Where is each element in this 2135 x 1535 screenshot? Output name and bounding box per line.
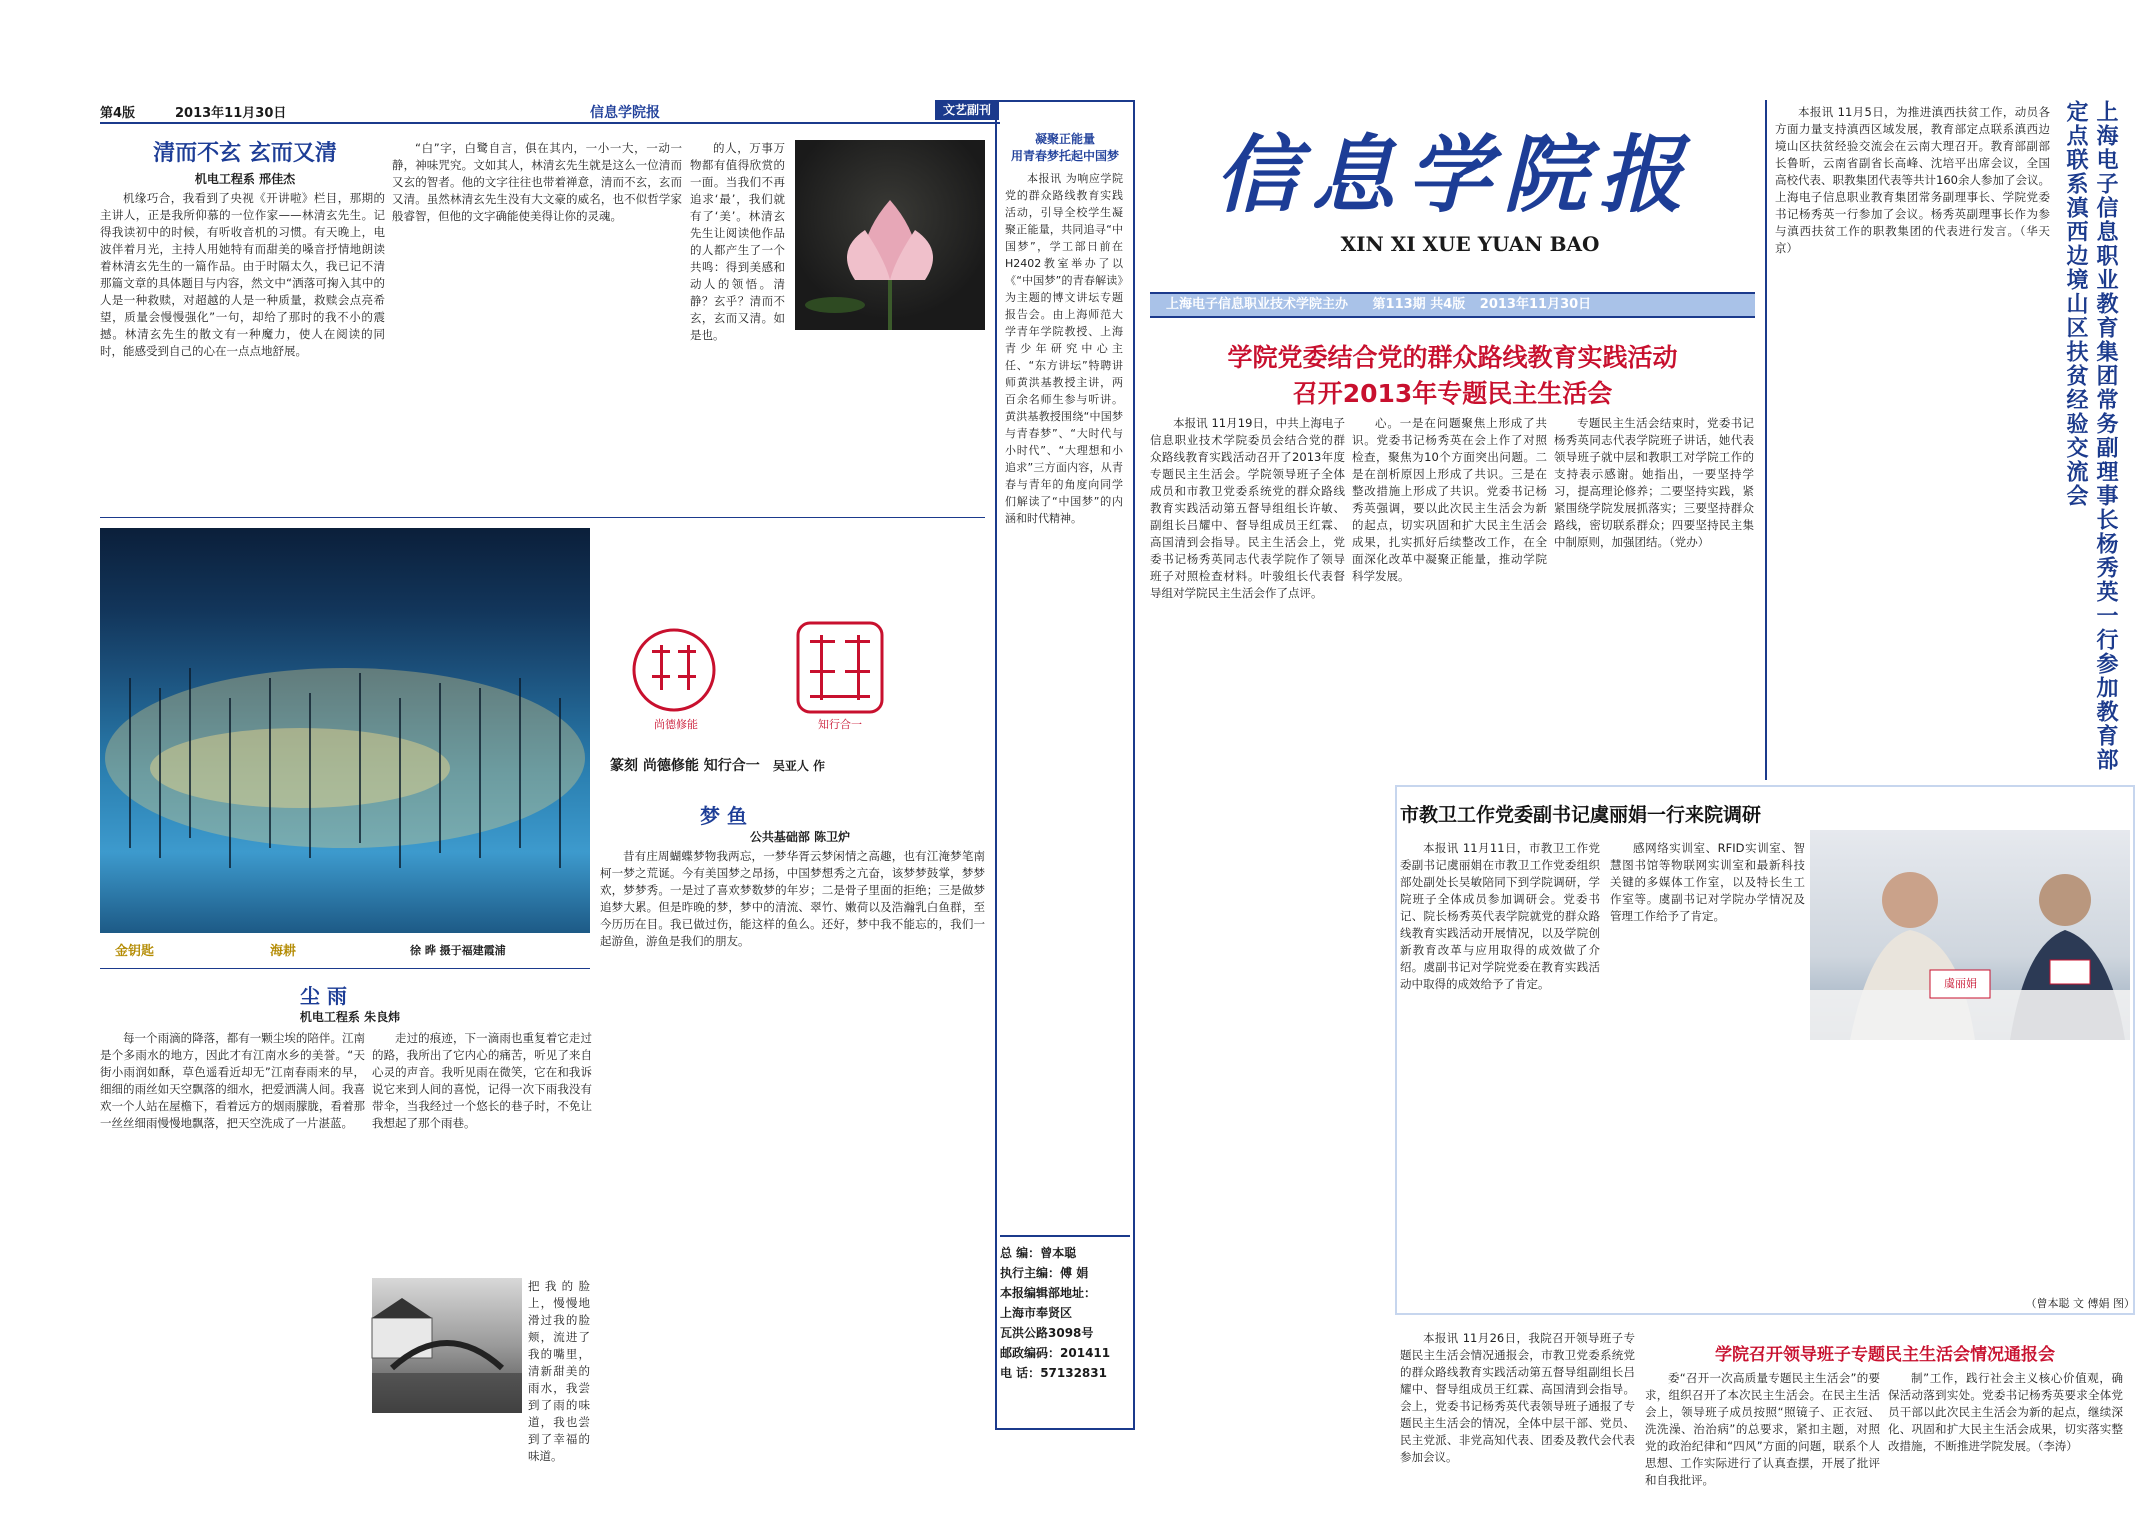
lotus-photo bbox=[795, 140, 985, 330]
tel-label: 电 话： bbox=[1000, 1366, 1041, 1380]
masthead-title: 信息学院报 bbox=[1214, 125, 1695, 224]
article-byline: 机电工程系 邢佳杰 bbox=[194, 172, 296, 186]
dream-fish-byline: 公共基础部 陈卫炉 bbox=[749, 830, 851, 844]
zip-value: 201411 bbox=[1060, 1346, 1111, 1360]
lotus-illustration bbox=[795, 140, 985, 330]
seal-author: 吴亚人 作 bbox=[772, 759, 826, 773]
dust-rain-title: 尘 雨 bbox=[300, 984, 347, 1008]
lead-headline-line1: 学院党委结合党的群众路线教育实践活动 bbox=[1227, 343, 1678, 372]
exec-editor-line bbox=[1000, 1263, 1130, 1283]
photo-caption-golden-key: 金钥匙 bbox=[115, 944, 155, 959]
masthead-pinyin: XIN XI XUE YUAN BAO bbox=[1340, 232, 1600, 256]
review-column-3: 制”工作，践行社会主义核心价值观，确保活动落到实处。党委书记杨秀英要求全体党员干部以此次民主生活会为新的起点，继续深化、巩固和扩大民主生活会成果，切实落实整改措施，不断推进学院发展。（李涛） bbox=[1888, 1371, 2123, 1453]
center-column-text: 本报讯 为响应学院党的群众路线教育实践活动，引导全校学生凝聚正能量，共同追寻“中国梦”，学工部日前在H2402教室举办了以《“中国梦”的青春解读》为主题的博文讲坛专题报告会。由上海师范大学青年学院教授、上海青少年研究中心主任、“东方讲坛”特聘讲师黄洪基教授主讲，两百余名师生参与听讲。黄洪基教授围绕“中国梦与青春梦”、“大时代与小时代”、“大理想和小追求”三方面内容，从青春与青年的角度向同学们解读了“中国梦”的内涵和时代精神。 bbox=[1005, 172, 1123, 525]
visit-story-text: 本报讯 11月11日，市教卫工作党委副书记虞丽娟在市教卫工作党委组织部处副处长吴敏陪同下到学院调研，学院班子全体成员参加调研会。党委书记、院长杨秀英代表学院就党的群众路线教育实践活动开展情况，以及学院创新教育改革与应用取得的成效做了介绍。虞副书记对学院党委在教育实践活动中取得的成效给予了肯定。 bbox=[1400, 841, 1600, 991]
address-label: 本报编辑部地址： bbox=[1000, 1286, 1097, 1300]
header-paper-name: 信息学院报 bbox=[590, 105, 660, 121]
bridge-photo bbox=[372, 1278, 522, 1413]
seal-caption-text: 篆刻 尚德修能 知行合一 bbox=[610, 758, 760, 774]
dust-rain-column-1: 每一个雨滴的降落，都有一颗尘埃的陪伴。江南是个多雨水的地方，因此才有江南水乡的美誉。“天街小雨润如酥，草色遥看近却无”江南春雨来的早，细细的雨丝如天空飘落的细水，把爱洒满人间。我喜欢一个人站在屋檐下，看着远方的烟雨朦胧，看着那一丝丝细雨慢慢地飘落，把天空洗成了一片湛蓝。 bbox=[100, 1031, 365, 1130]
exec-editor-label: 执行主编： bbox=[1000, 1266, 1061, 1280]
photo-credit: 徐 晔 摄于福建霞浦 bbox=[410, 944, 506, 957]
visit-story-title: 市教卫工作党委副书记虞丽娟一行来院调研 bbox=[1400, 804, 1762, 826]
review-column-2: 委“召开一次高质量专题民主生活会”的要求，组织召开了本次民主生活会。在民主生活会上，领导班子成员按照“照镜子、正衣冠、洗洗澡、治治病”的总要求，紧扣主题，对照党的政治纪律和“四风”方面的问题，联系个人思想、工作实际进行了认真查摆，开展了批评和自我批评。 bbox=[1645, 1371, 1880, 1487]
article-column-1: 机缘巧合，我看到了央视《开讲啦》栏目，那期的主讲人，正是我所仰慕的一位作家——林清玄先生。记得我读初中的时候，有听收音机的习惯。有天晚上，电波伴着月光，主持人用她特有而甜美的嗓音抒情地朗读着林清玄先生的一篇作品。由于时隔太久，我已记不清那篇文章的具体题目与内容，然文中“洒落可掬入其中的人是一种救赎，对超越的人是一种质量，救赎会点亮希望，质量会慢慢强化”一句，却给了那时的我不小的震撼。林清玄先生的散文有一种魔力，使人在阅读的同时，能感受到自己的心在一点点地舒展。 bbox=[100, 191, 385, 358]
center-column-heading: 凝聚正能量 用青春梦托起中国梦 bbox=[1010, 132, 1119, 163]
article-column-3: 的人，万事万物都有值得欣赏的一面。当我们不再追求‘最’，我们就有了‘美’。林清玄先生让阅读他作品的人都产生了一个共鸣：得到美感和动人的领悟。清静？玄乎？清而不玄，玄而又清。如是也。 bbox=[690, 141, 785, 342]
sea-photo-captions bbox=[100, 940, 590, 960]
editor-label: 总 编： bbox=[1000, 1246, 1041, 1260]
visit-photo bbox=[1810, 830, 2130, 1040]
header-rule bbox=[100, 122, 1000, 124]
review-column-1: 本报讯 11月26日，我院召开领导班子专题民主生活会情况通报会，市教卫党委系统党的群众路线教育实践活动第五督导组副组长吕耀中、督导组成员王红霖、高国清到会指导。会上，党委书记杨秀英代表领导班子通报了专题民主生活会的情况，全体中层干部、党员、民主党派、非党高知代表、团委及教代会代表参加会议。 bbox=[1400, 1331, 1635, 1464]
section-tag: 文艺副刊 bbox=[935, 100, 999, 120]
visit-illustration bbox=[1810, 830, 2130, 1040]
seal-1 bbox=[632, 625, 717, 715]
masthead-issue: 第113期 共4版 bbox=[1372, 297, 1466, 312]
sea-illustration bbox=[100, 528, 590, 933]
lead-column-2: 心。一是在问题聚焦上形成了共识。党委书记杨秀英在会上作了对照检查，聚焦为10个方面突出问题。二是在剖析原因上形成了共识。三是在整改措施上形成了共识。党委书记杨秀英强调，要以此次民主生活会为新的起点，切实巩固和扩大民主生活会成果，扎实抓好后续整改工作，在全面深化改革中凝聚正能量，推动学院科学发展。 bbox=[1352, 416, 1547, 583]
tel-line bbox=[1000, 1363, 1130, 1383]
header-date: 2013年11月30日 bbox=[175, 106, 287, 121]
dream-fish-title: 梦 鱼 bbox=[700, 804, 747, 828]
section-divider bbox=[100, 517, 985, 518]
dust-rain-divider bbox=[100, 968, 590, 969]
editor-name: 曾本聪 bbox=[1040, 1246, 1077, 1260]
dust-rain-column-3: 把我的脸上，慢慢地滑过我的脸颊，流进了我的嘴里，清新甜美的雨水，我尝到了雨的味道，我也尝到了幸福的味道。 bbox=[528, 1279, 590, 1463]
editor-line bbox=[1000, 1243, 1130, 1263]
lead-column-3: 专题民主生活会结束时，党委书记杨秀英同志代表学院班子讲话，她代表领导班子就中层和教职工对学院工作的支持表示感谢。她指出，一要坚持学习，提高理论修养；二要坚持实践，紧紧围绕学院发展抓落实；三要坚持群众路线，密切联系群众；四要坚持民主集中制原则，加强团结。（党办） bbox=[1554, 416, 1754, 549]
masthead-banner bbox=[1150, 292, 1755, 318]
photo-caption-sea-farming: 海耕 bbox=[270, 944, 297, 959]
side-story-headline bbox=[2060, 100, 2126, 780]
lead-headline-line2: 召开2013年专题民主生活会 bbox=[1292, 379, 1613, 408]
bridge-illustration bbox=[372, 1278, 522, 1413]
visit-photo-nameplate: 虞丽娟 bbox=[1944, 977, 1977, 990]
masthead-footer-box bbox=[1000, 1235, 1130, 1420]
lead-column-1: 本报讯 11月19日，中共上海电子信息职业技术学院委员会结合党的群众路线教育实践活动召开了2013年度专题民主生活会。学院领导班子全体成员和市教卫党委系统党的群众路线教育实践活动第五督导组组长许敏、副组长吕耀中、督导组成员王红霖、高国清到会指导。民主生活会上，党委书记杨秀英同志代表学院作了领导班子对照检查材料。叶骏组长代表督导组对学院民主生活会作了点评。 bbox=[1150, 416, 1345, 600]
zip-line bbox=[1000, 1343, 1130, 1363]
seal-1-graphic bbox=[632, 625, 717, 715]
seal-2 bbox=[795, 620, 885, 715]
review-story-title: 学院召开领导班子专题民主生活会情况通报会 bbox=[1715, 1345, 2055, 1365]
dream-fish-text: 昔有庄周蝴蝶梦物我两忘，一梦华胥云梦闲情之高趣，也有江淹梦笔南柯一梦之荒诞。今有美国梦之昂扬，中国梦想秀之亢奋，该梦梦鼓掌，梦梦欢，梦梦秀。一是过了喜欢梦数梦的年岁；二是骨子里面的拒绝；三是做梦追梦大累。但是昨晚的梦，梦中的清流、翠竹、嫩荷以及浩瀚乳白鱼群，至今历历在目。我已做过伤，能这样的鱼么。还好，梦中我不能忘的，我们一起游鱼，游鱼是我们的朋友。 bbox=[600, 849, 985, 948]
zip-label: 邮政编码： bbox=[1000, 1346, 1061, 1360]
seal-1-label: 尚德修能 bbox=[654, 718, 698, 731]
page-number: 第4版 bbox=[100, 106, 136, 121]
article-column-2: “白”字，白鹭自言，俱在其内，一小一大，一动一静，神味咒究。文如其人，林清玄先生就是这么一位清而又玄的智者。他的文字往往也带着禅意，清而不玄，玄而又清。虽然林清玄先生没有大文豪的威名，也不似哲学家般睿智，但他的文字确能使美得让你的灵魂。 bbox=[392, 141, 682, 223]
left-header bbox=[100, 100, 1000, 122]
masthead-sponsor: 上海电子信息职业技术学院主办 bbox=[1166, 297, 1349, 312]
side-story-divider bbox=[1765, 100, 1767, 780]
sea-photo bbox=[100, 528, 590, 933]
seal-caption bbox=[610, 755, 1010, 775]
address-value: 上海市奉贤区 瓦洪公路3098号 bbox=[1000, 1306, 1094, 1340]
article-title: 清而不玄 玄而又清 bbox=[153, 140, 337, 166]
seal-2-graphic bbox=[795, 620, 885, 715]
visit-photo-credit: （曾本聪 文 傅娟 图） bbox=[2025, 1297, 2135, 1310]
exec-editor-name: 傅 娟 bbox=[1060, 1266, 1089, 1280]
visit-story-text-2: 感网络实训室、RFID实训室、智慧图书馆等物联网实训室和最新科技关键的多媒体工作室，以及特长生工作室等。虞副书记对学院办学情况及管理工作给予了肯定。 bbox=[1610, 841, 1805, 923]
seal-2-label: 知行合一 bbox=[818, 718, 862, 731]
dust-rain-column-2: 走过的痕迹，下一滴雨也重复着它走过的路，我所出了它内心的痛苦，听见了来自心灵的声音。我听见雨在微笑，它在和我诉说它来到人间的喜悦，记得一次下雨我没有带伞，当我经过一个悠长的巷子时，不免让我想起了那个雨巷。 bbox=[372, 1031, 592, 1130]
dust-rain-byline: 机电工程系 朱良炜 bbox=[299, 1010, 401, 1024]
side-story-text: 本报讯 11月5日，为推进滇西扶贫工作，动员各方面力量支持滇西区域发展，教育部定点联系滇西边境山区扶贫经验交流会在云南大理召开。教育部副部长鲁昕，云南省副省长高峰、沈培平出席会议，全国高校代表、职教集团代表等共计160余人参加了会议。上海电子信息职业教育集团常务副理事长、学院党委书记杨秀英一行参加了会议。杨秀英副理事长作为参与滇西扶贫工作的职教集团的代表进行发言。（华天京） bbox=[1775, 105, 2050, 255]
masthead-date: 2013年11月30日 bbox=[1479, 297, 1592, 312]
tel-value: 57132831 bbox=[1040, 1366, 1107, 1380]
side-story-headline-text: 上海电子信息职业教育集团常务副理事长杨秀英一行参加教育部定点联系滇西边境山区扶贫经验交流会 bbox=[2063, 100, 2118, 772]
